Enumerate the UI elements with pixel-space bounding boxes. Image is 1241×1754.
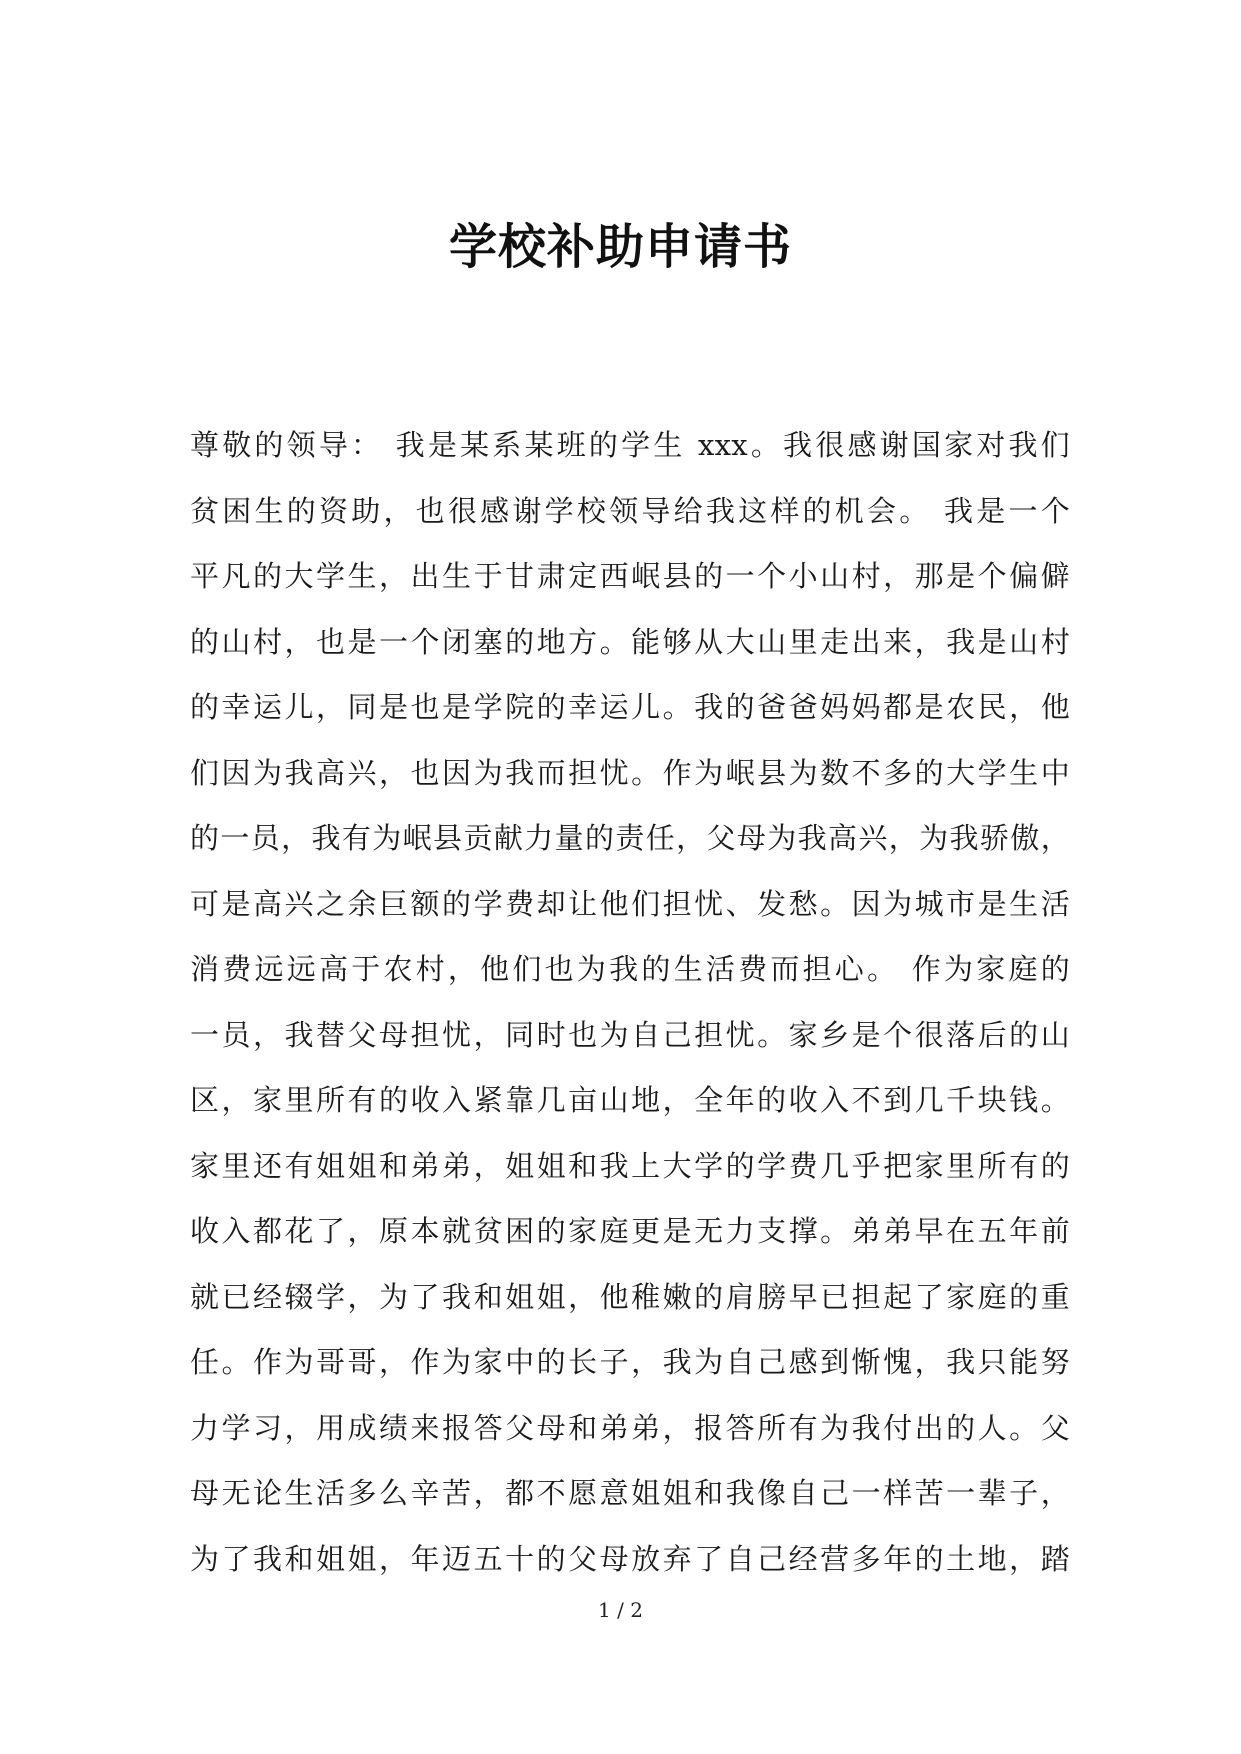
body-line: 一员，我替父母担忧，同时也为自己担忧。家乡是个很落后的山 bbox=[190, 1017, 1070, 1052]
body-line: 收入都花了，原本就贫困的家庭更是无力支撑。弟弟早在五年前 bbox=[190, 1214, 1070, 1248]
document-title: 学校补助申请书 bbox=[448, 219, 792, 275]
body-line: 力学习，用成绩来报答父母和弟弟，报答所有为我付出的人。父 bbox=[190, 1410, 1070, 1445]
body-line: 的山村，也是一个闭塞的地方。能够从大山里走出来，我是山村 bbox=[190, 624, 1070, 659]
body-line: 为了我和姐姐，年迈五十的父母放弃了自己经营多年的土地，踏 bbox=[190, 1541, 1070, 1576]
body-line: 贫困生的资助，也很感谢学校领导给我这样的机会。 我是一个 bbox=[190, 493, 1070, 528]
body-line: 的幸运儿，同是也是学院的幸运儿。我的爸爸妈妈都是农民，他 bbox=[190, 690, 1070, 724]
body-line: 可是高兴之余巨额的学费却让他们担忧、发愁。因为城市是生活 bbox=[190, 886, 1070, 921]
body-line: 们因为我高兴，也因为我而担忧。作为岷县为数不多的大学生中 bbox=[190, 755, 1070, 790]
body-line: 任。作为哥哥，作为家中的长子，我为自己感到惭愧，我只能努 bbox=[190, 1345, 1070, 1379]
document-body bbox=[190, 413, 1070, 1592]
body-line: 就已经辍学，为了我和姐姐，他稚嫩的肩膀早已担起了家庭的重 bbox=[190, 1279, 1070, 1314]
body-line: 尊敬的领导： 我是某系某班的学生 xxx。我很感谢国家对我们 bbox=[190, 428, 1070, 462]
page-number: 1 / 2 bbox=[598, 1598, 643, 1622]
body-line: 平凡的大学生，出生于甘肃定西岷县的一个小山村，那是个偏僻 bbox=[190, 559, 1070, 593]
body-line: 区，家里所有的收入紧靠几亩山地，全年的收入不到几千块钱。 bbox=[190, 1083, 1070, 1117]
body-line: 消费远远高于农村，他们也为我的生活费而担心。 作为家庭的 bbox=[190, 952, 1070, 986]
body-line: 的一员，我有为岷县贡献力量的责任，父母为我高兴，为我骄傲， bbox=[190, 821, 1070, 855]
body-line: 母无论生活多么辛苦，都不愿意姐姐和我像自己一样苦一辈子， bbox=[190, 1476, 1070, 1510]
body-line: 家里还有姐姐和弟弟，姐姐和我上大学的学费几乎把家里所有的 bbox=[190, 1148, 1070, 1183]
